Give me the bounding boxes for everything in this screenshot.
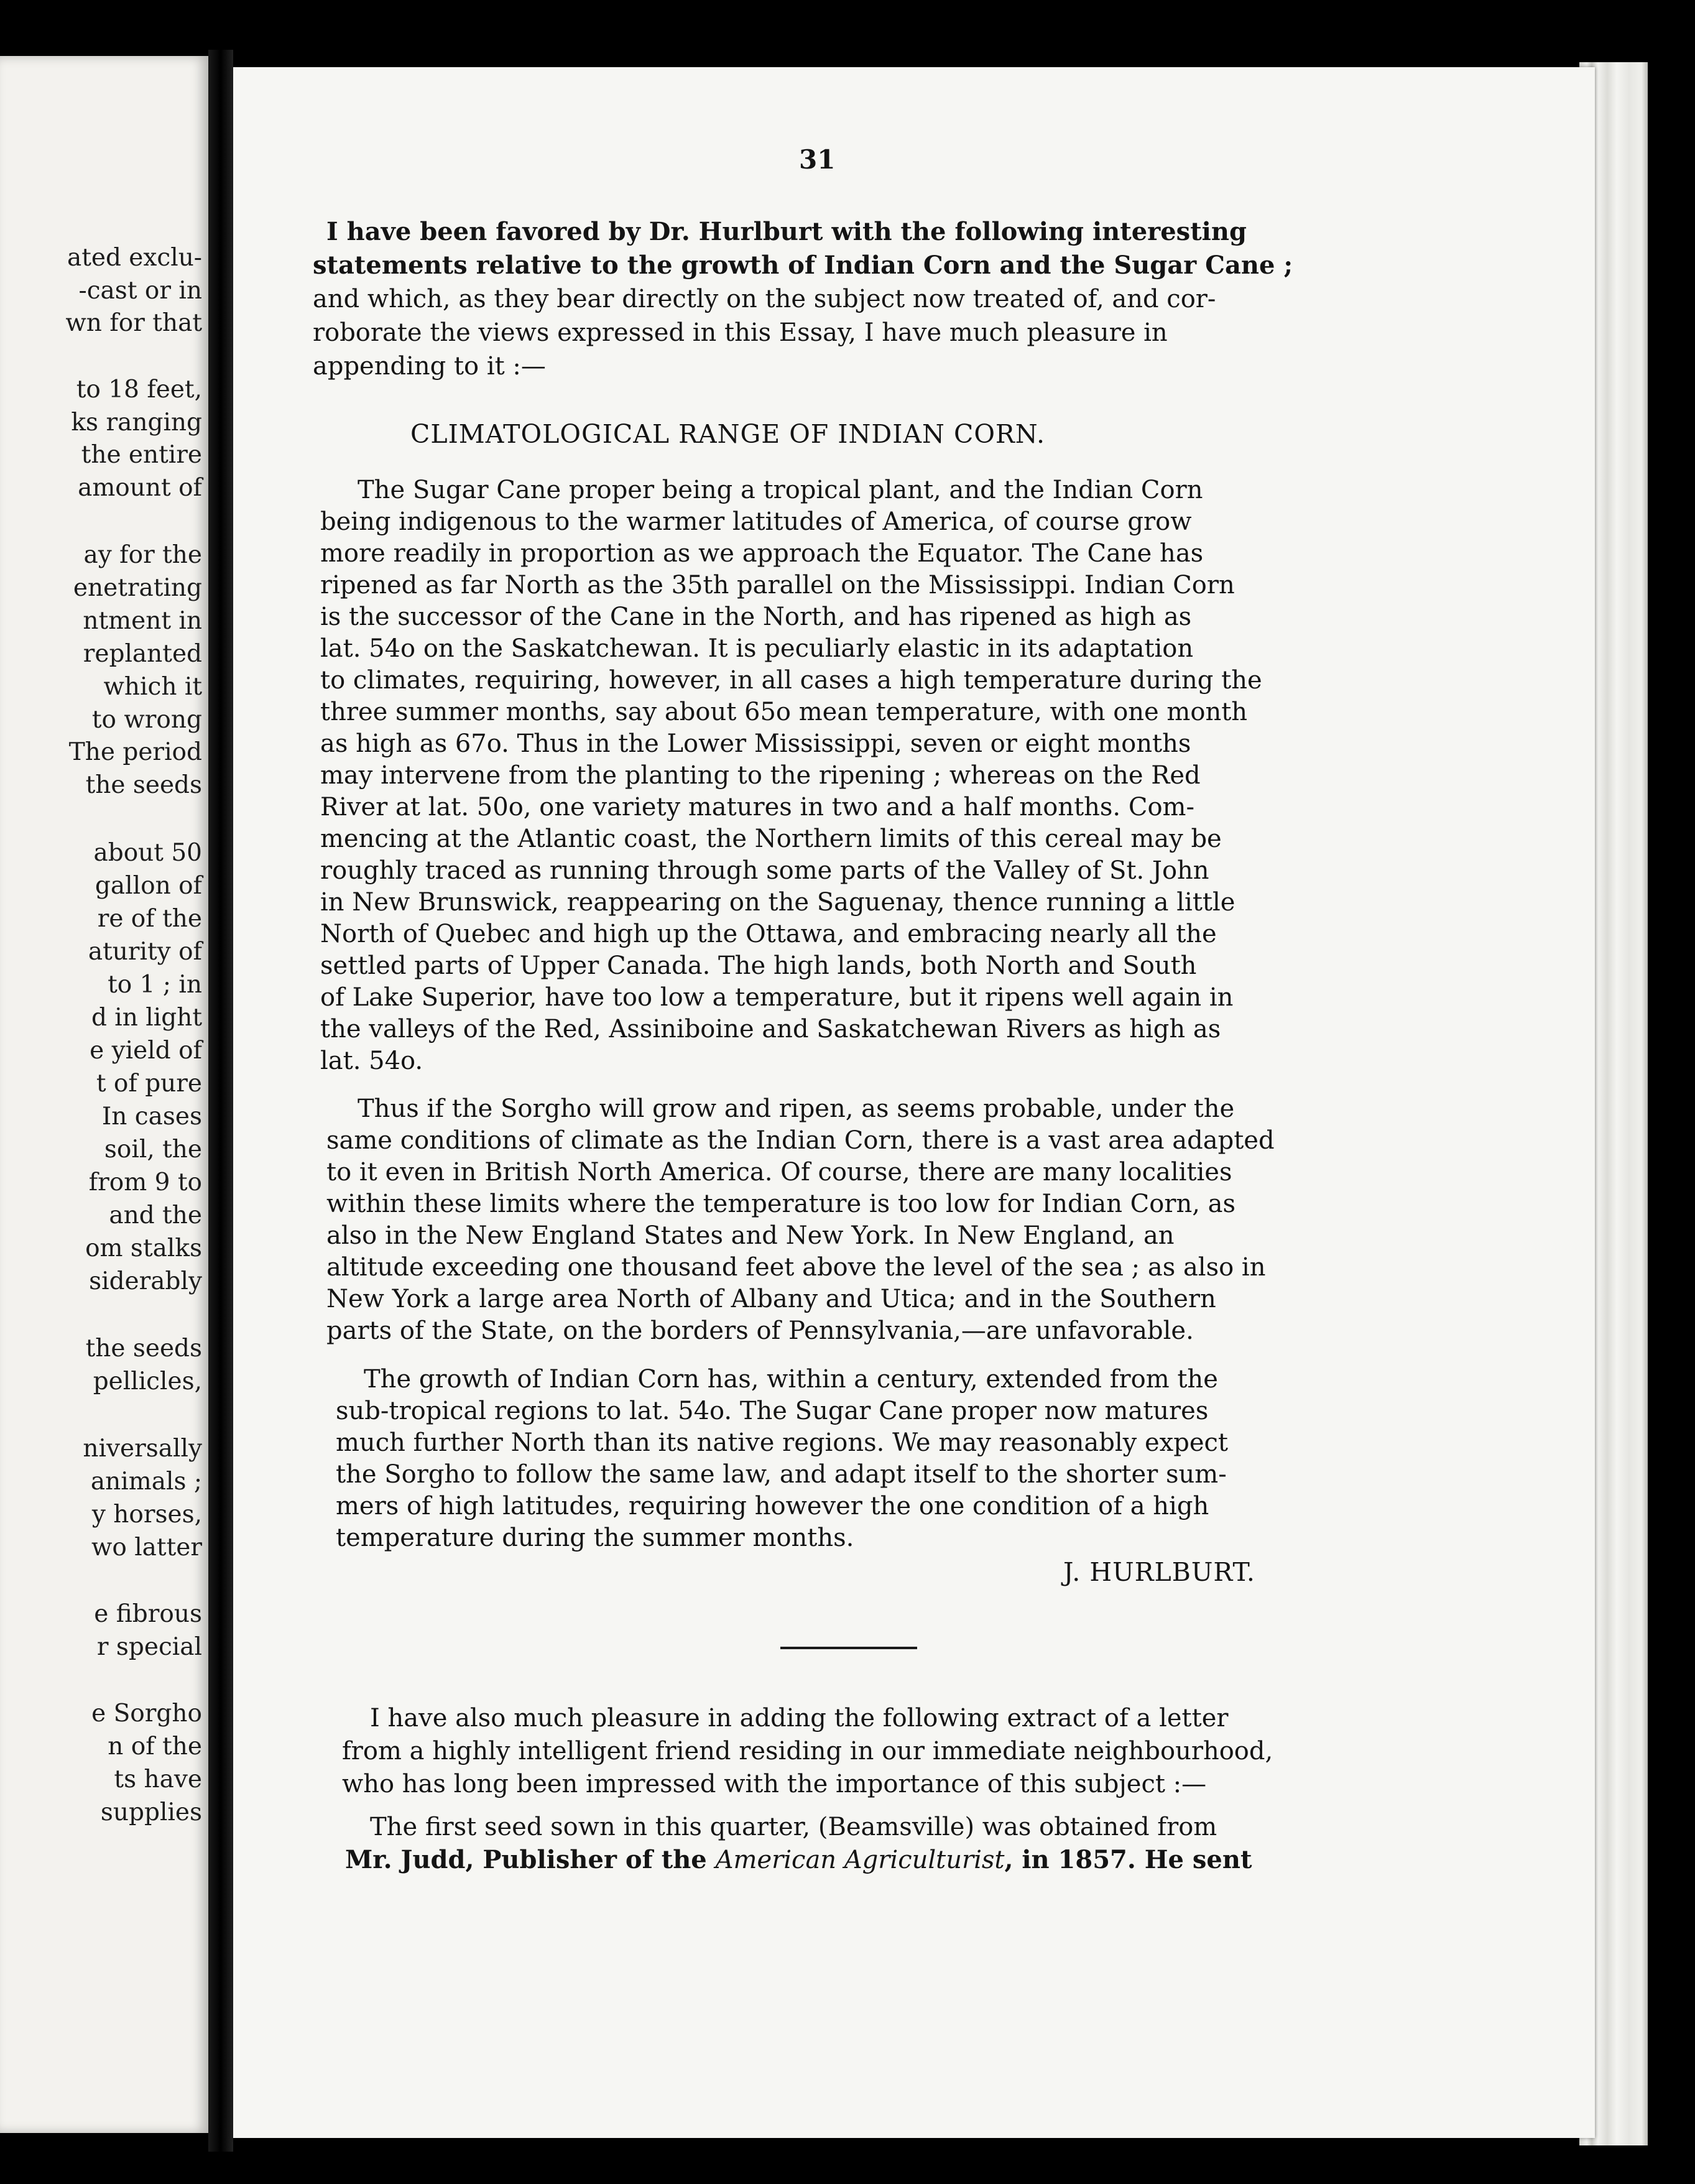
- left-page-fragment: aturity of: [88, 938, 202, 966]
- left-page-fragment: The period: [68, 738, 202, 766]
- left-page-fragment: to wrong: [91, 706, 202, 734]
- paragraph-line: also in the New England States and New York. In New England, an: [326, 1221, 1175, 1250]
- paragraph-line: more readily in proportion as we approach the Equator. The Cane has: [320, 539, 1204, 568]
- left-page-fragment: the seeds: [85, 771, 202, 799]
- left-page-fragment: In cases: [101, 1103, 202, 1131]
- letter-intro-line: I have also much pleasure in adding the following extract of a letter: [370, 1704, 1229, 1733]
- intro-line: appending to it :—: [313, 352, 546, 381]
- left-page-fragment: the seeds: [85, 1335, 202, 1363]
- paragraph-line: the Sorgho to follow the same law, and adapt itself to the shorter sum-: [336, 1460, 1227, 1489]
- paragraph-line: to it even in British North America. Of course, there are many localities: [326, 1158, 1232, 1187]
- left-page-fragment: ated exclu-: [67, 244, 202, 272]
- letter-line-text: , in 1857. He sent: [1004, 1845, 1252, 1874]
- left-page-fragment: om stalks: [85, 1234, 202, 1262]
- paragraph-line: River at lat. 50o, one variety matures in two and a half months. Com-: [320, 793, 1194, 821]
- paragraph-line: ripened as far North as the 35th parallel on the Mississippi. Indian Corn: [320, 571, 1235, 599]
- intro-line: roborate the views expressed in this Essay, I have much pleasure in: [313, 318, 1168, 347]
- left-page-fragment: siderably: [89, 1267, 202, 1295]
- left-page-fragment: niversally: [83, 1435, 202, 1463]
- section-heading: CLIMATOLOGICAL RANGE OF INDIAN CORN.: [410, 419, 1046, 449]
- intro-line: I have been favored by Dr. Hurlburt with the following interesting: [326, 217, 1247, 246]
- left-page-fragment: about 50: [93, 839, 202, 867]
- paragraph-line: temperature during the summer months.: [336, 1524, 854, 1552]
- left-page-fragment: wn for that: [65, 309, 202, 337]
- left-page-fragment: supplies: [100, 1798, 202, 1826]
- left-page-fragment: animals ;: [90, 1468, 202, 1496]
- paragraph-line: mers of high latitudes, requiring however the one condition of a high: [336, 1492, 1209, 1520]
- paragraph-line: parts of the State, on the borders of Pennsylvania,—are unfavorable.: [326, 1316, 1194, 1345]
- left-page-fragment: pellicles,: [93, 1367, 202, 1395]
- paragraph-line: same conditions of climate as the Indian Corn, there is a vast area adapted: [326, 1126, 1275, 1155]
- left-page-fragment: which it: [103, 673, 202, 701]
- left-page-fragment: to 18 feet,: [76, 376, 202, 404]
- left-page-fragment: ntment in: [83, 607, 202, 635]
- left-page-fragment: amount of: [78, 474, 202, 502]
- left-page-fragment: y horses,: [91, 1501, 202, 1529]
- paragraph-line: lat. 54o on the Saskatchewan. It is peculiarly elastic in its adaptation: [320, 634, 1194, 663]
- left-page-fragment: the entire: [81, 441, 202, 469]
- left-page-fragment: replanted: [83, 640, 202, 668]
- left-page-fragment: ts have: [114, 1765, 202, 1793]
- paragraph-line: in New Brunswick, reappearing on the Saguenay, thence running a little: [320, 888, 1235, 917]
- paragraph-line: mencing at the Atlantic coast, the Northern limits of this cereal may be: [320, 825, 1222, 853]
- paragraph-line: much further North than its native regions. We may reasonably expect: [336, 1428, 1228, 1457]
- paragraph-line: lat. 54o.: [320, 1047, 423, 1075]
- book-gutter: [208, 50, 233, 2152]
- left-page-fragment: gallon of: [95, 872, 202, 900]
- left-page-fragment: ay for the: [83, 541, 202, 569]
- paragraph-line: is the successor of the Cane in the North, and has ripened as high as: [320, 603, 1192, 631]
- paragraph-line: to climates, requiring, however, in all cases a high temperature during the: [320, 666, 1262, 695]
- left-page-fragment: n of the: [108, 1733, 202, 1761]
- left-page-fragment: e Sorgho: [91, 1700, 202, 1728]
- paragraph-line: may intervene from the planting to the ripening ; whereas on the Red: [320, 761, 1201, 790]
- paragraph-line: settled parts of Upper Canada. The high lands, both North and South: [320, 951, 1197, 980]
- left-page-fragment: soil, the: [104, 1136, 202, 1164]
- main-page: [233, 67, 1595, 2138]
- paragraph-line: roughly traced as running through some parts of the Valley of St. John: [320, 856, 1209, 885]
- left-page-fragment: e fibrous: [94, 1600, 202, 1628]
- left-page-fragment: enetrating: [73, 574, 202, 602]
- left-page-fragment: and the: [109, 1201, 202, 1229]
- left-page-fragment: e yield of: [90, 1037, 202, 1065]
- letter-line: The first seed sown in this quarter, (Beamsville) was obtained from: [370, 1813, 1217, 1841]
- paragraph-line: of Lake Superior, have too low a temperature, but it ripens well again in: [320, 983, 1234, 1012]
- left-page-fragment: t of pure: [96, 1070, 202, 1098]
- paragraph-line: altitude exceeding one thousand feet above the level of the sea ; as also in: [326, 1253, 1266, 1282]
- left-page-fragment: d in light: [91, 1004, 202, 1032]
- paragraph-line: Thus if the Sorgho will grow and ripen, as seems probable, under the: [358, 1094, 1235, 1123]
- paragraph-line: as high as 67o. Thus in the Lower Mississippi, seven or eight months: [320, 729, 1191, 758]
- left-page-fragment: wo latter: [91, 1534, 202, 1562]
- page-number: 31: [799, 144, 836, 175]
- letter-line: [345, 1845, 1252, 1874]
- intro-line: and which, as they bear directly on the subject now treated of, and cor-: [313, 285, 1216, 313]
- paragraph-line: New York a large area North of Albany and Utica; and in the Southern: [326, 1285, 1216, 1313]
- section-divider: [780, 1647, 917, 1649]
- left-page-fragment: re of the: [97, 905, 202, 933]
- left-page-fragment: from 9 to: [88, 1168, 202, 1196]
- paragraph-line: three summer months, say about 65o mean temperature, with one month: [320, 698, 1248, 726]
- letter-intro-line: who has long been impressed with the importance of this subject :—: [342, 1770, 1207, 1798]
- paragraph-line: The Sugar Cane proper being a tropical plant, and the Indian Corn: [358, 476, 1203, 504]
- letter-intro-line: from a highly intelligent friend residing in our immediate neighbourhood,: [342, 1737, 1273, 1765]
- left-facing-page: [0, 56, 208, 2133]
- left-page-fragment: r special: [96, 1633, 202, 1661]
- left-page-fragment: to 1 ; in: [108, 971, 202, 999]
- paragraph-line: within these limits where the temperature is too low for Indian Corn, as: [326, 1190, 1236, 1218]
- left-page-fragment: -cast or in: [78, 277, 202, 305]
- paragraph-line: North of Quebec and high up the Ottawa, and embracing nearly all the: [320, 920, 1217, 948]
- signature: J. HURLBURT.: [1063, 1557, 1255, 1587]
- paragraph-line: sub-tropical regions to lat. 54o. The Sugar Cane proper now matures: [336, 1397, 1209, 1425]
- paragraph-line: being indigenous to the warmer latitudes of America, of course grow: [320, 507, 1192, 536]
- letter-line-text: Mr. Judd, Publisher of the: [345, 1845, 716, 1874]
- left-page-fragment: ks ranging: [71, 409, 202, 437]
- paragraph-line: the valleys of the Red, Assiniboine and Saskatchewan Rivers as high as: [320, 1015, 1221, 1043]
- publication-title: American Agriculturist: [715, 1846, 1005, 1874]
- paragraph-line: The growth of Indian Corn has, within a century, extended from the: [364, 1365, 1218, 1394]
- intro-line: statements relative to the growth of Indian Corn and the Sugar Cane ;: [313, 251, 1293, 280]
